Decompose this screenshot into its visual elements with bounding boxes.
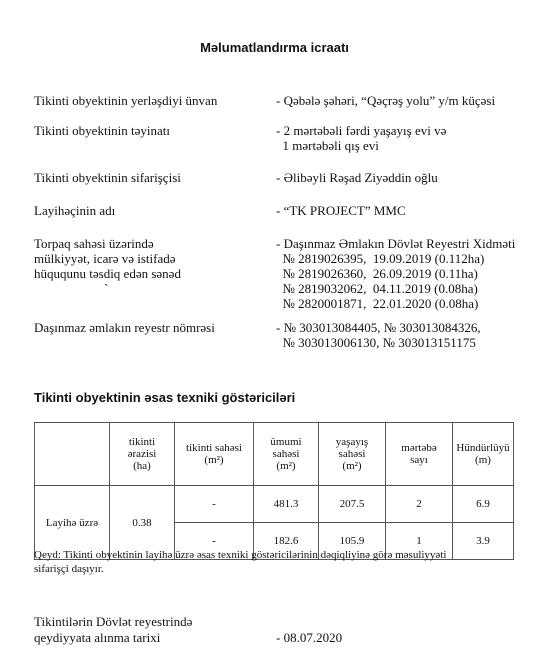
note	[34, 548, 524, 576]
field-value-line: - “TK PROJECT” MMC	[276, 203, 406, 218]
field-value	[276, 236, 546, 311]
building-area-cell: -	[175, 523, 254, 560]
living-area-cell: 207.5	[319, 486, 386, 523]
field-label	[34, 123, 264, 138]
field-label	[34, 236, 264, 296]
header-line: mərtəbə	[401, 442, 437, 454]
living-area-cell: 105.9	[319, 523, 386, 560]
header-line: (m)	[475, 454, 491, 466]
header-line: tikinti	[128, 436, 156, 448]
field-label-line: mülkiyyət, icarə və istifadə	[34, 251, 176, 266]
area-cell: 0.38	[110, 486, 175, 560]
field-value-line: - Əlibəyli Rəşad Ziyəddin oğlu	[276, 170, 438, 185]
field-value-line: 1 mərtəbəli qış evi	[276, 138, 379, 153]
field-label	[34, 170, 264, 185]
field-value	[276, 320, 546, 350]
technical-indicators-table	[34, 422, 514, 560]
header-line: yaşayış	[335, 436, 369, 448]
registration-date: - 08.07.2020	[276, 630, 343, 645]
field-label-line: Tikinti obyektinin sifarişçisi	[34, 170, 181, 185]
building-area-cell: -	[175, 486, 254, 523]
field-value-line: № 303013006130, № 303013151175	[276, 335, 476, 350]
note-line: Qeyd: Tikinti obyektinin layihə üzrə əsas texniki göstəricilərinin dəqiqliyinə görə məsuliyyəti	[34, 549, 447, 561]
height-cell: 6.9	[453, 486, 514, 523]
field-value-line: - Daşınmaz Əmlakın Dövlət Reyestri Xidməti	[276, 236, 516, 251]
header-line: (m²)	[276, 460, 296, 472]
table-header-cell	[386, 423, 453, 486]
field-value-line: - 2 mərtəbəli fərdi yaşayış evi və	[276, 123, 447, 138]
table-header-cell	[254, 423, 319, 486]
header-line: sahəsi	[338, 448, 366, 460]
total-area-cell: 182.6	[254, 523, 319, 560]
field-label-line: Torpaq sahəsi üzərində	[34, 236, 154, 251]
table-header-cell	[175, 423, 254, 486]
field-label-line: Tikinti obyektinin təyinatı	[34, 123, 171, 138]
row-label-cell: Layihə üzrə	[35, 486, 110, 560]
table-row	[35, 486, 514, 523]
field-value-line: № 2819026395, 19.09.2019 (0.112ha)	[276, 251, 485, 266]
floors-cell: 2	[386, 486, 453, 523]
field-label-line: Layihəçinin adı	[34, 203, 116, 218]
table-header-cell	[110, 423, 175, 486]
field-label-line: Daşınmaz əmlakın reyestr nömrəsi	[34, 320, 215, 335]
header-line: ərazisi	[127, 448, 157, 460]
table-header-row	[35, 423, 514, 486]
field-value	[276, 203, 546, 218]
field-label	[34, 203, 264, 218]
field-value-line: № 2819026360, 26.09.2019 (0.11ha)	[276, 266, 478, 281]
field-value	[276, 123, 546, 153]
header-line: (m²)	[204, 454, 224, 466]
document-title: Məlumatlandırma icraatı	[200, 40, 349, 55]
field-value-line: № 2819032062, 04.11.2019 (0.08ha)	[276, 281, 478, 296]
note-line: sifarişçi daşıyır.	[34, 563, 104, 575]
field-label-line: `	[104, 281, 109, 296]
section-title: Tikinti obyektinin əsas texniki göstəriciləri	[34, 390, 296, 405]
field-label	[34, 320, 264, 335]
header-line: ümumi	[270, 436, 302, 448]
table-header-cell	[453, 423, 514, 486]
field-value-line: № 2820001871, 22.01.2020 (0.08ha)	[276, 296, 479, 311]
field-value	[276, 170, 546, 185]
header-line: (ha)	[133, 460, 151, 472]
field-value-line: - № 303013084405, № 303013084326,	[276, 320, 481, 335]
header-line: (m²)	[342, 460, 362, 472]
total-area-cell: 481.3	[254, 486, 319, 523]
header-line: sayı	[410, 454, 428, 466]
field-value	[276, 93, 546, 108]
registration-label-line: Tikintilərin Dövlət reyestrində	[34, 614, 193, 629]
registration-label-line: qeydiyyata alınma tarixi	[34, 630, 161, 645]
field-label-line: Tikinti obyektinin yerləşdiyi ünvan	[34, 93, 218, 108]
floors-cell: 1	[386, 523, 453, 560]
table-header-cell	[35, 423, 110, 486]
field-label	[34, 93, 264, 108]
field-value-line: - Qəbələ şəhəri, “Qəçrəş yolu” y/m küçəsi	[276, 93, 496, 108]
header-line: tikinti sahəsi	[186, 442, 242, 454]
registration-label	[34, 614, 264, 646]
header-line: Hündürlüyü	[456, 442, 510, 454]
field-label-line: hüququnu təsdiq edən sənəd	[34, 266, 181, 281]
height-cell: 3.9	[453, 523, 514, 560]
table-header-cell	[319, 423, 386, 486]
header-line: sahəsi	[272, 448, 300, 460]
